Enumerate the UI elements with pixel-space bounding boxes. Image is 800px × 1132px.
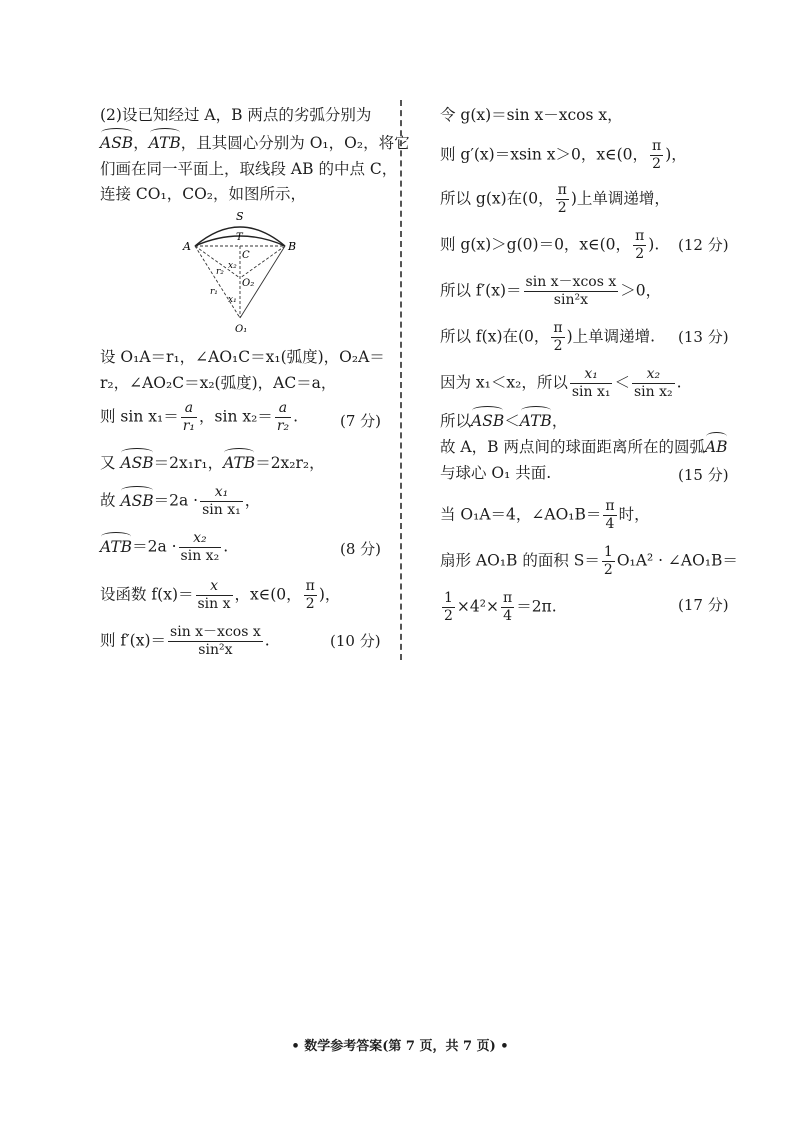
because-sinx1: sin x₁: [571, 384, 611, 400]
label-T: T: [236, 232, 243, 243]
intro-line-2: ASB，ATB，且其圆心分别为 O₁，O₂，将它: [100, 134, 410, 152]
set-line-2: r₂，∠AO₂C＝x₂(弧度)，AC＝a，: [100, 374, 337, 392]
arc-atb: ATB: [148, 134, 181, 152]
calc-pi: π: [502, 590, 513, 606]
arc-asb-3: ASB: [120, 491, 154, 510]
again-tail: ＝2x₂r₂，: [255, 454, 325, 472]
calc-2: 2: [444, 608, 453, 624]
when-4: 4: [605, 516, 615, 532]
f-pos-prefix: 所以 f′(x)＝: [440, 281, 522, 300]
g-2-den: 2: [652, 156, 662, 172]
g-inc-tail: )上单调递增，: [570, 189, 670, 208]
f-pos-num: sin x－xcos x: [525, 274, 617, 290]
atb-line: ATB＝2a · $\frac{\text{x₂}}{\text{sin x₂}}$ .: [100, 530, 229, 564]
frac-pi-num: π: [305, 578, 315, 594]
conclude-line-2: 与球心 O₁ 共面.: [440, 464, 552, 482]
because-sinx2: sin x₂: [634, 384, 673, 400]
g-pos-pi: π: [635, 228, 645, 244]
calc-tail: ＝2π.: [516, 597, 557, 616]
conclude-1-text: 故 A，B 两点间的球面距离所在的圆弧: [440, 438, 705, 456]
intro-line-1: (2)设已知经过 A，B 两点的劣弧分别为: [100, 106, 372, 124]
arc-ab: AB: [704, 438, 728, 456]
conclude-line-1: [440, 436, 728, 458]
so-prefix: 故: [100, 491, 116, 510]
area-text: 扇形 AO₁B 的面积 S＝: [440, 551, 600, 570]
area-tail: O₁A² · ∠AO₁B＝: [616, 551, 738, 570]
arc-atb-3: ATB: [100, 537, 133, 556]
f-pos-den: sin²x: [553, 292, 588, 308]
label-O1: O₁: [235, 324, 248, 335]
g-pos-2: 2: [635, 246, 645, 262]
g-def-line: 令 g(x)＝sin x－xcos x，: [440, 106, 623, 124]
label-x2: x₂: [228, 261, 237, 271]
geometry-figure: [180, 208, 300, 338]
deriv-num: sin x－xcos x: [170, 624, 261, 640]
intro-line-2-tail: ，且其圆心分别为 O₁，O₂，将它: [180, 134, 410, 152]
mark-10: (10 分): [330, 632, 381, 650]
so-arc-text: 所以: [440, 412, 472, 430]
g-deriv-line: [440, 138, 687, 173]
frac-x-num: x: [196, 578, 233, 596]
label-S: S: [236, 210, 244, 223]
calc-text: ×4²×: [456, 597, 499, 616]
set-line-1: 设 O₁A＝r₁，∠AO₁C＝x₁(弧度)，O₂A＝: [100, 348, 385, 366]
f-inc-2: 2: [553, 338, 563, 354]
so-asb-line: 故 ASB＝2a · $\frac{\text{x₁}}{\text{sin x₁}}$ ，: [100, 484, 261, 518]
sin-prefix: 则 sin x₁＝: [100, 407, 179, 426]
f-inc-text: 所以 f(x)在(0，: [440, 327, 550, 346]
again-prefix: 又: [100, 454, 116, 472]
eq-2a: ＝2a ·: [153, 491, 199, 510]
mark-13: (13 分): [678, 328, 729, 346]
g-inc-line: [440, 182, 670, 217]
when-pi: π: [605, 498, 615, 514]
label-B: B: [288, 240, 297, 253]
arc-asb-2: ASB: [120, 454, 154, 472]
eq-2a-2: ＝2a ·: [132, 537, 177, 556]
intro-line-3: 们画在同一平面上，取线段 AB 的中点 C，: [100, 160, 398, 178]
so-arc-lt: ＜: [504, 412, 520, 430]
g-deriv-close: )，: [665, 145, 687, 164]
arc-asb: ASB: [100, 134, 134, 152]
column-divider: [400, 100, 402, 660]
label-x1: x₁: [228, 295, 237, 305]
because-period: .: [676, 373, 682, 392]
mark-8: (8 分): [340, 540, 382, 558]
sin-line: 则 sin x₁＝ $\frac{a}{\text{r₁}}$ ，sin x₂＝ $\frac{a}{\text{r₂}}$ .: [100, 400, 299, 434]
f-inc-tail: )上单调递增.: [566, 327, 656, 346]
g-inc-2: 2: [557, 200, 567, 216]
g-inc-pi: π: [557, 182, 567, 198]
area-2: 2: [603, 562, 613, 578]
because-x2: x₂: [632, 366, 675, 384]
g-pos-text: 则 g(x)＞g(0)＝0，x∈(0，: [440, 235, 632, 254]
label-A: A: [183, 240, 191, 253]
so-arc-line: 所以ASB＜ATB，: [440, 412, 568, 430]
calc-line: [440, 590, 557, 625]
mark-12: (12 分): [678, 236, 729, 254]
when-line: [440, 498, 650, 533]
frac-sinx-den: sin x: [197, 596, 231, 612]
mark-17: (17 分): [678, 596, 729, 614]
deriv-line: 则 f′(x)＝ $\frac{\text{sin x－xcos x}}{\text{sin²x}}$ .: [100, 624, 270, 658]
area-line: [440, 544, 738, 579]
mark-7: (7 分): [340, 412, 382, 430]
fn-domain: ，x∈(0，: [234, 585, 302, 604]
arc-asb-4: ASB: [471, 412, 505, 430]
calc-1: 1: [444, 590, 453, 606]
area-1: 1: [603, 544, 613, 560]
fn-close: )，: [318, 585, 341, 604]
f-inc-line: [440, 320, 655, 355]
arc-atb-4: ATB: [519, 412, 552, 430]
fn-line: [100, 578, 340, 613]
deriv-den: sin²x: [198, 642, 233, 658]
frac-2-den: 2: [305, 596, 315, 612]
because-lt: ＜: [614, 373, 630, 392]
because-x1: x₁: [570, 366, 613, 384]
because-line: [440, 366, 682, 401]
frac-r1-den: r₁: [182, 418, 196, 434]
g-inc-text: 所以 g(x)在(0，: [440, 189, 554, 208]
label-r1: r₁: [210, 287, 218, 297]
again-line: [100, 452, 325, 474]
arc-atb-2: ATB: [223, 454, 256, 472]
g-pi-num: π: [652, 138, 662, 154]
because-text: 因为 x₁＜x₂，所以: [440, 373, 568, 392]
frac-x1-num: x₁: [200, 484, 243, 502]
page-footer: • 数学参考答案(第 7 页，共 7 页) •: [291, 1039, 509, 1054]
g-pos-line: 则 g(x)＞g(0)＝0，x∈(0， $\frac{\pi}{2}$ ).: [440, 228, 660, 262]
label-O2: O₂: [242, 278, 255, 289]
f-inc-pi: π: [553, 320, 563, 336]
frac-a-num-2: a: [275, 400, 291, 418]
frac-sinx1-den: sin x₁: [202, 502, 241, 518]
frac-x2-num: x₂: [179, 530, 222, 548]
f-pos-tail: ＞0，: [620, 281, 662, 300]
mark-15: (15 分): [678, 466, 729, 484]
again-mid: ＝2x₁r₁，: [153, 454, 224, 472]
intro-line-4: 连接 CO₁，CO₂，如图所示，: [100, 185, 306, 203]
frac-r2-den: r₂: [276, 418, 290, 434]
deriv-prefix: 则 f′(x)＝: [100, 631, 167, 650]
label-C: C: [242, 250, 250, 261]
g-deriv-text: 则 g′(x)＝xsin x＞0，x∈(0，: [440, 145, 648, 164]
label-r2: r₂: [216, 267, 224, 277]
when-tail: 时，: [618, 505, 650, 524]
f-pos-line: [440, 274, 661, 309]
calc-4: 4: [503, 608, 513, 624]
when-text: 当 O₁A＝4，∠AO₁B＝: [440, 505, 602, 524]
sin-mid: ，sin x₂＝: [199, 407, 273, 426]
fn-prefix: 设函数 f(x)＝: [100, 585, 194, 604]
frac-sinx2-den: sin x₂: [180, 548, 220, 564]
frac-a-num: a: [181, 400, 197, 418]
